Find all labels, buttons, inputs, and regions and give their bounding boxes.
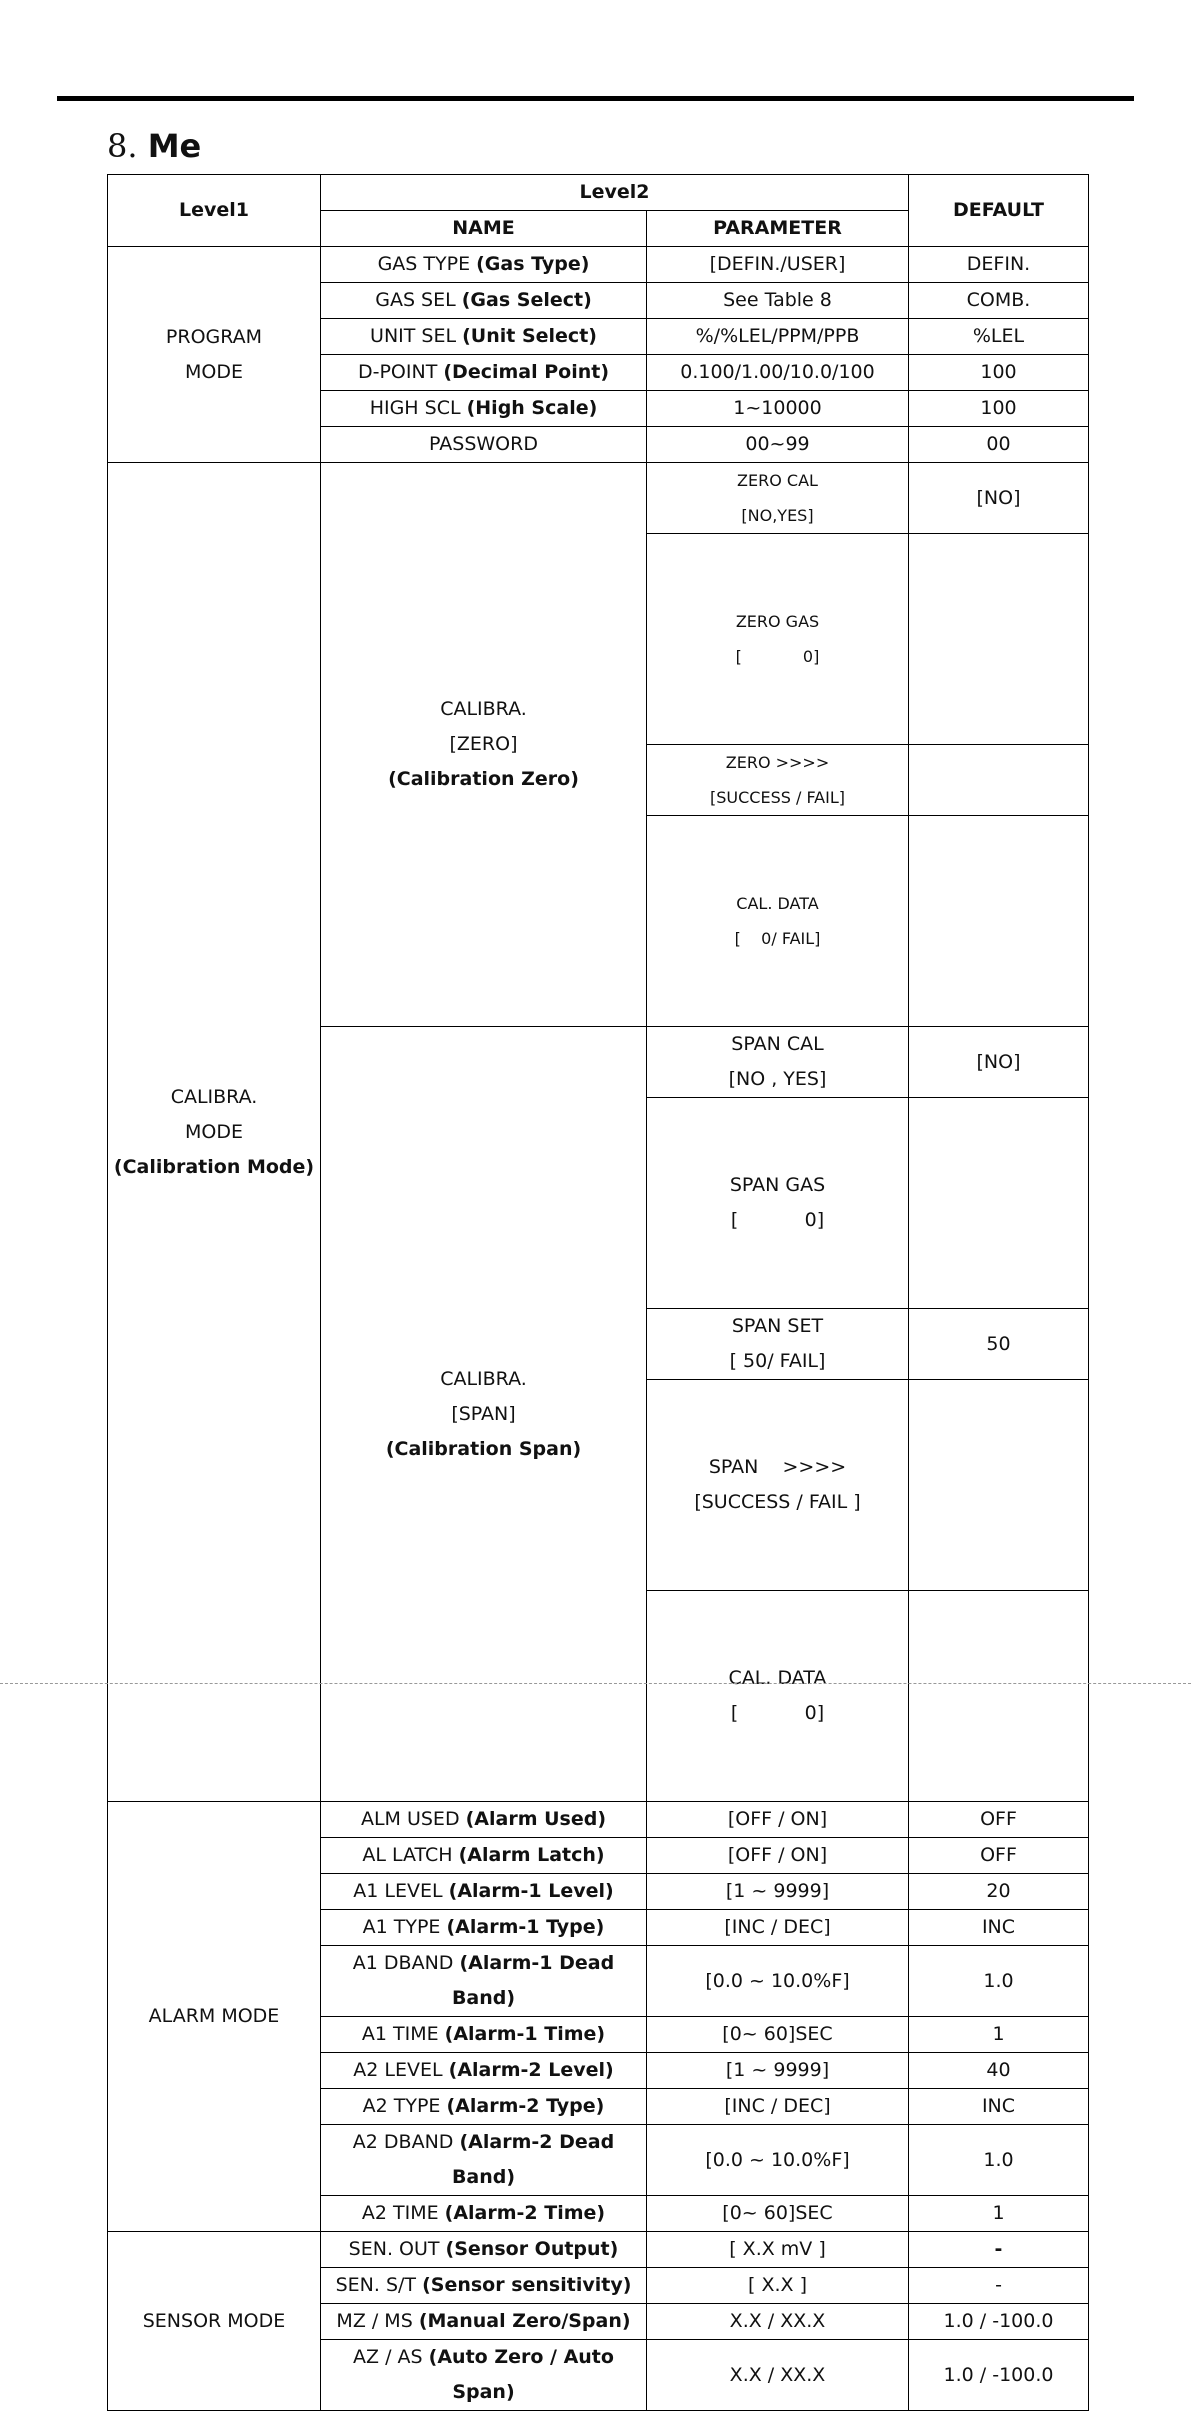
param-cell: X.X / XX.X (647, 2340, 909, 2411)
section-heading (107, 126, 201, 166)
default-cell: INC (909, 1910, 1089, 1946)
name-cell: UNIT SEL (Unit Select) (321, 319, 647, 355)
table-row (108, 1802, 1089, 1838)
header-level1: Level1 (108, 175, 321, 247)
bottom-dashed-rule (0, 1683, 1191, 1684)
default-cell: 20 (909, 1874, 1089, 1910)
default-cell: INC (909, 2089, 1089, 2125)
default-cell: COMB. (909, 283, 1089, 319)
default-cell: OFF (909, 1802, 1089, 1838)
header-name: NAME (321, 211, 647, 247)
default-cell: 100 (909, 391, 1089, 427)
param-cell: 1~10000 (647, 391, 909, 427)
param-cell: SPAN SET [ 50/ FAIL] (647, 1309, 909, 1380)
name-cell: HIGH SCL (High Scale) (321, 391, 647, 427)
param-cell: [1 ~ 9999] (647, 1874, 909, 1910)
name-cell: D-POINT (Decimal Point) (321, 355, 647, 391)
section-number: 8. (107, 127, 138, 165)
default-cell: 40 (909, 2053, 1089, 2089)
param-cell: [DEFIN./USER] (647, 247, 909, 283)
param-cell: [OFF / ON] (647, 1838, 909, 1874)
param-cell: SPAN CAL [NO , YES] (647, 1027, 909, 1098)
param-cell: [1 ~ 9999] (647, 2053, 909, 2089)
program-mode-cell: PROGRAM MODE (108, 247, 321, 463)
default-cell: - (909, 2268, 1089, 2304)
param-cell: ZERO >>>> [SUCCESS / FAIL] (647, 745, 909, 816)
param-cell: ZERO GAS [ 0] (647, 534, 909, 745)
name-cell: A1 LEVEL (Alarm-1 Level) (321, 1874, 647, 1910)
name-cell: GAS SEL (Gas Select) (321, 283, 647, 319)
default-cell: 50 (909, 1309, 1089, 1380)
default-cell: - (909, 2232, 1089, 2268)
param-cell: [ X.X ] (647, 2268, 909, 2304)
param-cell: [0~ 60]SEC (647, 2196, 909, 2232)
param-cell: [ X.X mV ] (647, 2232, 909, 2268)
default-cell: 100 (909, 355, 1089, 391)
table-row (108, 463, 1089, 534)
param-cell: 0.100/1.00/10.0/100 (647, 355, 909, 391)
name-cell: A1 DBAND (Alarm-1 Dead Band) (321, 1946, 647, 2017)
default-cell: 1 (909, 2196, 1089, 2232)
default-cell: 1.0 / -100.0 (909, 2340, 1089, 2411)
calibra-span-cell: CALIBRA. [SPAN] (Calibration Span) (321, 1027, 647, 1802)
name-cell: AL LATCH (Alarm Latch) (321, 1838, 647, 1874)
default-cell (909, 1098, 1089, 1309)
default-cell: 1.0 (909, 1946, 1089, 2017)
param-cell: [0.0 ~ 10.0%F] (647, 2125, 909, 2196)
calibra-mode-cell: CALIBRA. MODE (Calibration Mode) (108, 463, 321, 1802)
section-title: Me (147, 127, 202, 165)
default-cell: 1 (909, 2017, 1089, 2053)
name-cell: SEN. OUT (Sensor Output) (321, 2232, 647, 2268)
name-cell: PASSWORD (321, 427, 647, 463)
top-rule (57, 96, 1134, 101)
name-cell: A2 TIME (Alarm-2 Time) (321, 2196, 647, 2232)
name-cell: A2 LEVEL (Alarm-2 Level) (321, 2053, 647, 2089)
default-cell: OFF (909, 1838, 1089, 1874)
name-cell: A1 TYPE (Alarm-1 Type) (321, 1910, 647, 1946)
param-cell: [0.0 ~ 10.0%F] (647, 1946, 909, 2017)
param-cell: CAL. DATA [ 0] (647, 1591, 909, 1802)
default-cell: 00 (909, 427, 1089, 463)
name-cell: ALM USED (Alarm Used) (321, 1802, 647, 1838)
param-cell: ZERO CAL [NO,YES] (647, 463, 909, 534)
param-cell: CAL. DATA [ 0/ FAIL] (647, 816, 909, 1027)
sensor-mode-cell: SENSOR MODE (108, 2232, 321, 2411)
table-row (108, 2232, 1089, 2268)
default-cell: 1.0 / -100.0 (909, 2304, 1089, 2340)
default-cell: %LEL (909, 319, 1089, 355)
param-cell: [INC / DEC] (647, 2089, 909, 2125)
header-default: DEFAULT (909, 175, 1089, 247)
menu-table (107, 174, 1089, 2411)
alarm-mode-cell: ALARM MODE (108, 1802, 321, 2232)
name-cell: A2 DBAND (Alarm-2 Dead Band) (321, 2125, 647, 2196)
default-cell: [NO] (909, 463, 1089, 534)
param-cell: SPAN GAS [ 0] (647, 1098, 909, 1309)
param-cell: [INC / DEC] (647, 1910, 909, 1946)
default-cell (909, 534, 1089, 745)
name-cell: A1 TIME (Alarm-1 Time) (321, 2017, 647, 2053)
default-cell (909, 1380, 1089, 1591)
default-cell (909, 1591, 1089, 1802)
default-cell (909, 816, 1089, 1027)
name-cell: SEN. S/T (Sensor sensitivity) (321, 2268, 647, 2304)
name-cell: MZ / MS (Manual Zero/Span) (321, 2304, 647, 2340)
param-cell: X.X / XX.X (647, 2304, 909, 2340)
default-cell: [NO] (909, 1027, 1089, 1098)
header-level2: Level2 (321, 175, 909, 211)
header-row (108, 175, 1089, 211)
name-cell: GAS TYPE (Gas Type) (321, 247, 647, 283)
param-cell: [OFF / ON] (647, 1802, 909, 1838)
name-cell: AZ / AS (Auto Zero / Auto Span) (321, 2340, 647, 2411)
param-cell: [0~ 60]SEC (647, 2017, 909, 2053)
calibra-zero-cell: CALIBRA. [ZERO] (Calibration Zero) (321, 463, 647, 1027)
table-row (108, 247, 1089, 283)
default-cell: DEFIN. (909, 247, 1089, 283)
param-cell: %/%LEL/PPM/PPB (647, 319, 909, 355)
name-cell: A2 TYPE (Alarm-2 Type) (321, 2089, 647, 2125)
header-parameter: PARAMETER (647, 211, 909, 247)
param-cell: SPAN >>>> [SUCCESS / FAIL ] (647, 1380, 909, 1591)
default-cell: 1.0 (909, 2125, 1089, 2196)
param-cell: 00~99 (647, 427, 909, 463)
default-cell (909, 745, 1089, 816)
param-cell: See Table 8 (647, 283, 909, 319)
